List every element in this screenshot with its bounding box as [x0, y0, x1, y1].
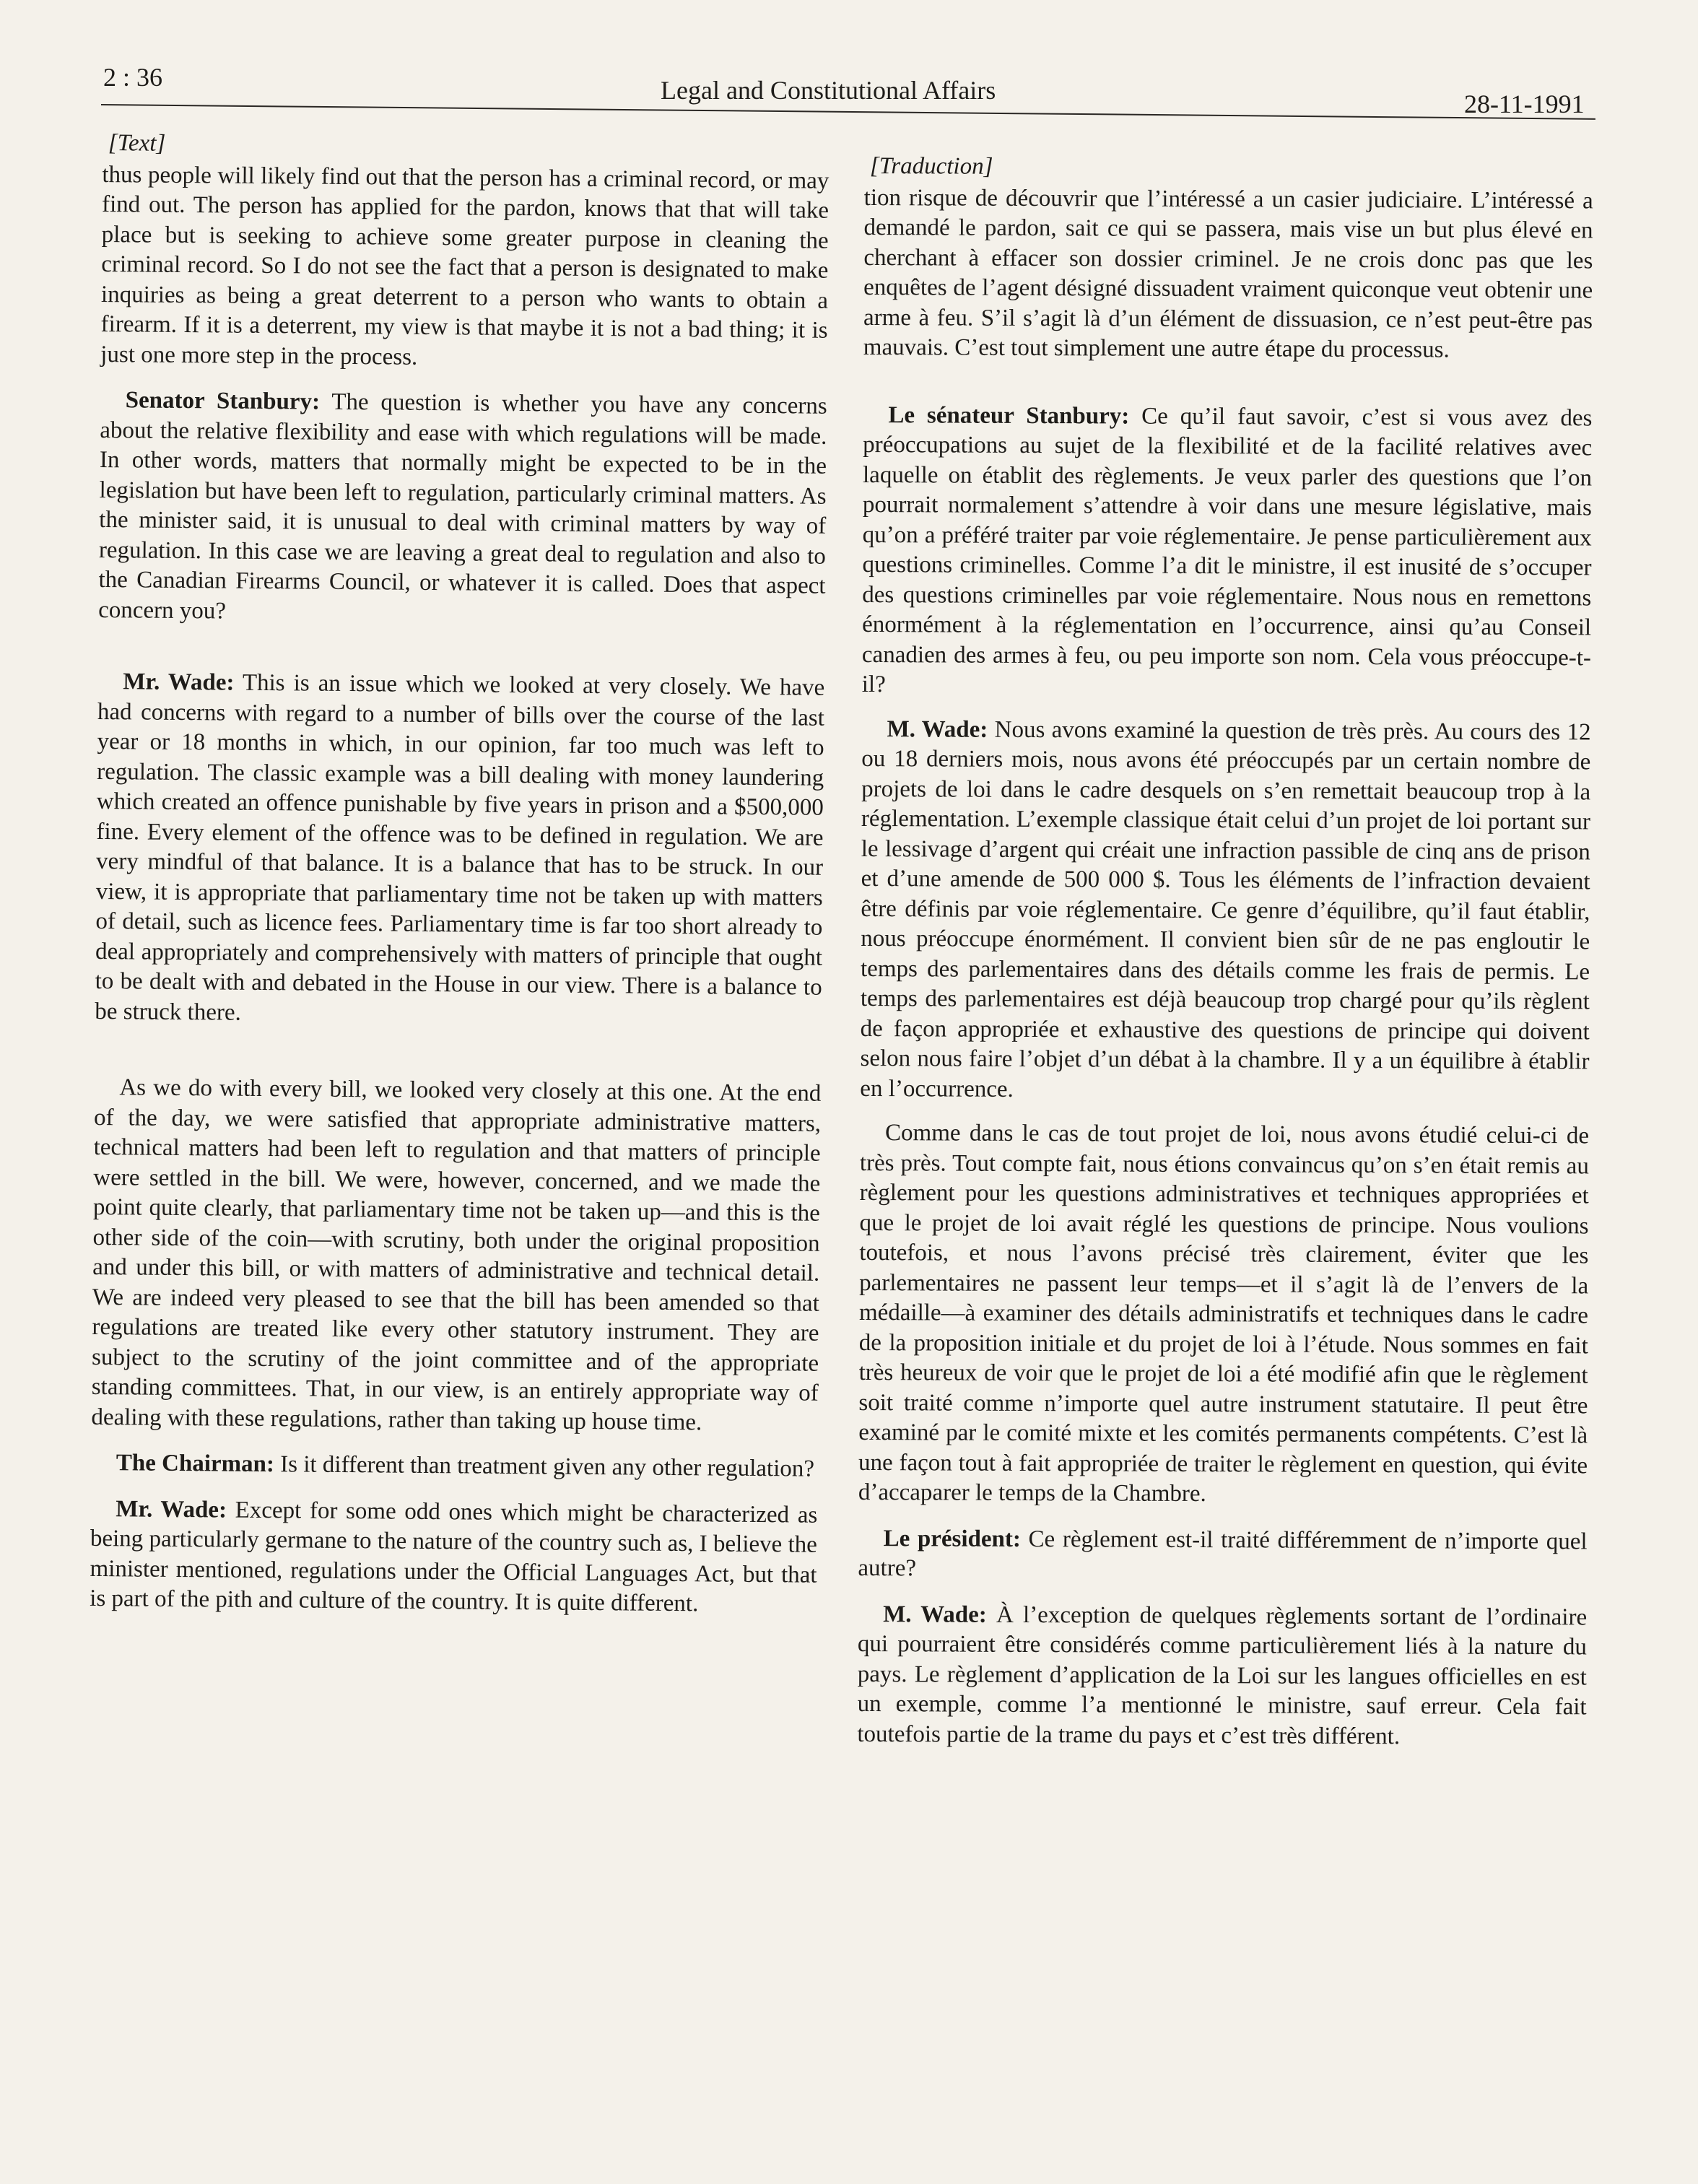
french-column	[857, 152, 1593, 1752]
paragraph-text: Ce règlement est-il traité différemment de n’importe quel autre?	[858, 1526, 1588, 1582]
paragraph-text: Comme dans le cas de tout projet de loi, nous avons étudié celui-ci de très près. Tout compte fait, nous étions convaincus qu’on s’en était remis au règlement pour les questions administratives et techniques appropriées et que le projet de loi avait réglé les questions de principe. Nous voulions toutefois, et nous l’avons précisé très clairement, éviter que les parlementaires ne passent leur temps—et il s’agit là de l’envers de la médaille—à examiner des détails administratifs et techniques dans le cadre de la proposition initiale et du projet de loi à l’étude. Nous sommes en fait très heureux de voir que le projet de loi a été modifié afin que le règlement soit traité comme n’importe quel autre instrument statutaire. Il peut être examiné par le comité mixte et les comités permanents compétents. C’est là une façon tout à fait appropriée de traiter le règlement en question, qui évite d’accaparer le temps de la Chambre.	[858, 1120, 1590, 1508]
paragraph-text: thus people will likely find out that the person has a criminal record, or may find out. The person has applied for the pardon, knows that that will take place but is seeking to achieve some greater purpose in cleaning the criminal record. So I do not see the fact that a person is designated to make inquiries as being a great deterrent to a person who wants to obtain a firearm. If it is a deterrent, my view is that maybe it is not a bad thing; it is just one more step in the process.	[100, 161, 830, 370]
paragraph-text: Nous avons examiné la question de très près. Au cours des 12 ou 18 derniers mois, nous avons été préoccupés par un certain nombre de projets de loi dans le cadre desquels on s’en remettait beaucoup trop à la réglementation. L’exemple classique était celui d’un projet de loi portant sur le lessivage d’argent qui créait une infraction passible de cinq ans de prison et d’une amende de 500 000 $. Tous les éléments de l’infraction devaient être définis par voie réglementaire. Ce genre d’équilibre, qu’il faut établir, nous préoccupe énormément. Il convient bien sûr de ne pas engloutir le temps des parlementaires dans des détails comme les frais de permis. Le temps des parlementaires est déjà beaucoup trop chargé pour qu’ils règlent de façon appropriée et exhaustive des questions de principe qui doivent selon nous faire l’objet d’un débat à la chambre. Il y a un équilibre à établir en l’occurrence.	[860, 716, 1591, 1102]
paragraph-text: Is it different than treatment given any other regulation?	[280, 1451, 815, 1482]
header-date: 28-11-1991	[1464, 90, 1585, 118]
paragraph	[91, 1073, 821, 1439]
speaker-name: Le président:	[883, 1525, 1022, 1552]
paragraph-text: À l’exception de quelques règlements sortant de l’ordinaire qui pourraient être considérés comme particulièrement liés à la nature du pays. Le règlement d’application de la Loi sur les langues officielles en est un exemple, comme l’a mentionné le ministre, sauf erreur. Cela fait toutefois partie de la trame du pays et c’est très différent.	[857, 1601, 1588, 1749]
paragraph-text: Ce qu’il faut savoir, c’est si vous avez des préoccupations au sujet de la flexibilité et de la facilité relatives avec laquelle on établit des règlements. Je veux parler des questions que l’on pourrait normalement s’attendre à voir dans une mesure législative, mais qu’on a préféré traiter par voie réglementaire. Je pense particulièrement aux questions criminelles. Comme l’a dit le ministre, il est inusité de s’occuper des questions criminelles par voie réglementaire. Nous nous en remettons énormément à la réglementation en l’occurrence, ainsi qu’au Conseil canadien des armes à feu, ou peu importe son nom. Cela vous préoccupe-t-il?	[861, 403, 1593, 698]
speaker-name: Mr. Wade:	[123, 669, 235, 696]
paragraph	[862, 400, 1593, 702]
paragraph	[100, 160, 829, 375]
speaker-name: M. Wade:	[887, 715, 988, 743]
page-header	[0, 0, 1698, 116]
column-label: [Traduction]	[869, 153, 993, 180]
paragraph	[857, 1599, 1587, 1752]
paragraph	[860, 714, 1590, 1107]
speaker-name: Senator Stanbury:	[125, 387, 321, 415]
header-rule	[101, 104, 1595, 120]
speaker-name: M. Wade:	[883, 1601, 987, 1628]
paragraph-text: As we do with every bill, we looked very closely at this one. At the end of the day, we were satisfied that appropriate administrative matters, technical matters had been left to regulation and that matters of principle were settled in the bill. We were, however, concerned, and we made the point quite clearly, that parliamentary time not be taken up—and this is the other side of the coin—with scrutiny, both under the original proposition and under this bill, or with matters of administrative and technical detail. We are indeed very pleased to see that the bill has been amended so that regulations are treated like every other statutory instrument. They are subject to the scrutiny of the joint committee and of the appropriate standing committees. That, in our view, is an entirely appropriate way of dealing with these regulations, rather than taking up house time.	[91, 1074, 822, 1435]
speaker-name: Mr. Wade:	[116, 1495, 227, 1523]
paragraph-text: Except for some odd ones which might be characterized as being particularly germane to the nature of the country such as, I believe the minister mentioned, regulations under the Official Languages Act, but that is part of the pith and culture of the country. It is quite different.	[90, 1497, 818, 1617]
paragraph-text: This is an issue which we looked at very closely. We have had concerns with regard to a number of bills over the course of the last year or 18 months in which, in our opinion, far too much was left to regulation. The classic example was a bill dealing with money laundering which created an offence punishable by five years in prison and a $500,000 fine. Every element of the offence was to be defined in regulation. We are very mindful of that balance. It is a balance that has to be struck. In our view, it is appropriate that parliamentary time not be taken up with matters of detail, such as licence fees. Parliamentary time is far too short already to deal appropriately and comprehensively with matters of principle that ought to be dealt with and debated in the House in our view. There is a balance to be struck there.	[95, 669, 825, 1026]
running-title: Legal and Constitutional Affairs	[661, 76, 996, 105]
paragraph	[863, 183, 1593, 365]
paragraph	[95, 667, 824, 1033]
english-column	[90, 129, 830, 1620]
page-number: 2 : 36	[103, 63, 163, 92]
paragraph-text: The question is whether you have any concerns about the relative flexibility and ease with which regulations will be made. In other words, matters that normally might be expected to be in the legislation but have been left to regulation, particularly criminal matters. As the minister said, it is unusual to deal with criminal matters by way of regulation. In this case we are leaving a great deal to regulation and also to the Canadian Firearms Council, or whatever it is called. Does that aspect concern you?	[98, 388, 827, 625]
column-label: [Text]	[108, 130, 166, 157]
paragraph	[98, 386, 827, 632]
paragraph	[858, 1523, 1587, 1586]
speaker-name: Le sénateur Stanbury:	[888, 401, 1130, 430]
paragraph-text: tion risque de découvrir que l’intéressé a un casier judiciaire. L’intéressé a demandé le pardon, sait ce qui se passera, mais vise un but plus élevé en cherchant à effacer son dossier criminel. Je ne crois donc pas que les enquêtes de l’agent désigné dissuadent vraiment quiconque veut obtenir une arme à feu. S’il s’agit là d’un élément de dissuasion, ce n’est peut-être pas mauvais. C’est tout simplement une autre étape du processus.	[863, 184, 1593, 363]
paragraph	[858, 1118, 1589, 1511]
paragraph	[91, 1448, 818, 1484]
speaker-name: The Chairman:	[116, 1450, 275, 1478]
paragraph	[90, 1494, 817, 1620]
